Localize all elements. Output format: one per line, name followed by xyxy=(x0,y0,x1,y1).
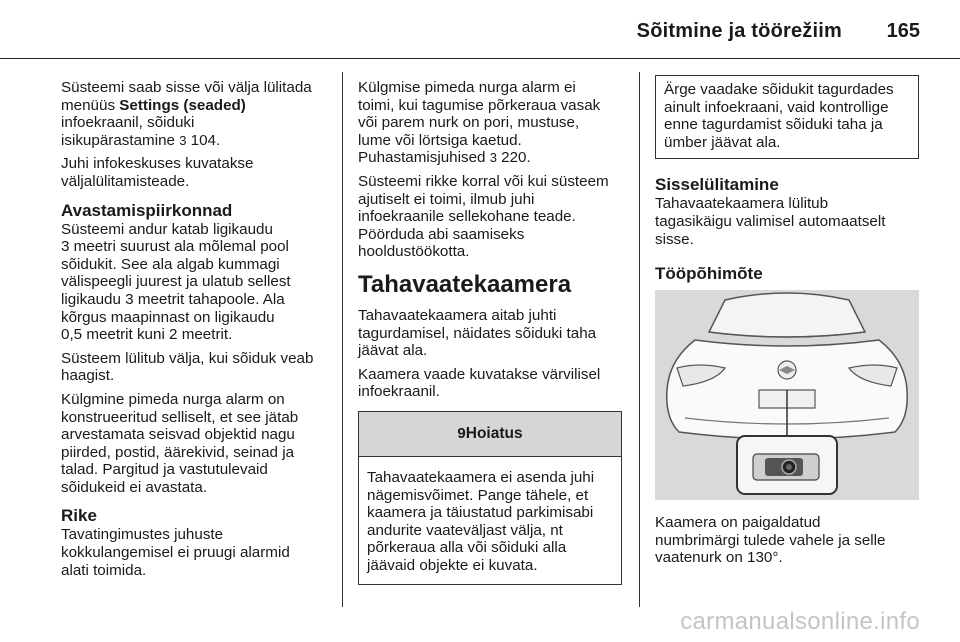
heading-toopohimote: Tööpõhimõte xyxy=(655,264,763,284)
warning-header xyxy=(359,412,621,457)
intro-paragraph: Süsteemi saab sisse või välja lülitada menüüs Settings (seaded) infoekraanil, sõiduki isikupärastamine 3 104. xyxy=(61,79,312,149)
column-1 xyxy=(61,79,329,585)
column-2 xyxy=(358,79,626,585)
warning-continued-box: Ärge vaadake sõidukit tagurdades ainult infoekraani, vaid kontrollige enne tagurdamist sõiduki taha ja ümber jäävat ala. xyxy=(655,75,919,159)
column-divider-1 xyxy=(342,72,343,607)
warning-box xyxy=(358,411,622,586)
heading-rike: Rike xyxy=(61,506,97,526)
alarm-dirty-paragraph: Külgmise pimeda nurga alarm ei toimi, kui tagumise põrkeraua vasak või parem nurk on pori, mustuse, lume või lörtsiga kaetud. Puhastamisjuhised 3 220. xyxy=(358,79,601,167)
camera-position-paragraph: Kaamera on paigaldatud numbrimärgi tulede vahele ja selle vaatenurk on 130°. xyxy=(655,514,886,567)
warning-triangle-icon: 9 xyxy=(457,424,466,442)
page-ref-arrow-icon: 3 xyxy=(489,150,497,166)
heading-tahavaatekaamera: Tahavaatekaamera xyxy=(358,270,572,298)
heading-avastamispiirkonnad: Avastamispiirkonnad xyxy=(61,200,233,220)
page-number: 165 xyxy=(886,20,920,42)
page-header xyxy=(0,0,960,59)
camera-intro-paragraph: Tahavaatekaamera aitab juhti tagurdamisel, näidates sõiduki taha jäävat ala. xyxy=(358,306,597,360)
car-rear-camera-icon xyxy=(655,290,919,500)
page-ref-arrow-icon: 3 xyxy=(179,132,187,148)
activation-paragraph: Tahavaatekaamera lülitub tagasikäigu valimisel automaatselt sisse. xyxy=(655,195,886,248)
header-title: Sõitmine ja töörežiim xyxy=(636,20,842,42)
fault-paragraph: Tavatingimustes juhuste kokkulangemisel ei pruugi alarmid alati toimida. xyxy=(61,526,290,579)
warning-body: Tahavaatekaamera ei asenda juhi nägemisvõimet. Pange tähele, et kaamera ja täiustatud parkimisabi andurite vaateväljast välja, nt põrkeraua alla või sõiduki alla jäävaid objekte ei kuvata. xyxy=(367,468,595,574)
heading-sisselulitamine: Sisselülitamine xyxy=(655,175,779,195)
watermark: carmanualsonline.info xyxy=(680,608,920,635)
rear-camera-illustration xyxy=(655,290,919,500)
column-divider-2 xyxy=(639,72,640,607)
warning-title: Hoiatus xyxy=(465,424,523,442)
column-3 xyxy=(655,79,921,573)
trailer-paragraph: Süsteem lülitub välja, kui sõiduk veab haagist. xyxy=(61,349,314,385)
detection-paragraph: Süsteemi andur katab ligikaudu 3 meetri suurust ala mõlemal pool sõidukit. See ala algab kummagi välispeegli juurest ja ulatub sellest ligikaudu 3 meetrit tahapoole. Ala kõrgus maapinnast on ligikaudu 0,5 meetrit kuni 2 meetrit. xyxy=(61,220,291,344)
settings-menu-label: Settings (seaded) xyxy=(119,96,246,114)
blind-spot-paragraph: Külgmine pimeda nurga alarm on konstrueeritud selliselt, et see jätab arvestamata seisvad objektid nagu piirded, postid, äärekivid, seinad ja talad. Pargitud ja vastutulevaid sõidukeid ei avastata. xyxy=(61,390,299,496)
info-paragraph: Juhi infokeskuses kuvatakse väljalülitamisteade. xyxy=(61,155,254,190)
camera-display-paragraph: Kaamera vaade kuvatakse värvilisel infoekraanil. xyxy=(358,365,601,401)
system-fault-paragraph: Süsteemi rikke korral või kui süsteem ajutiselt ei toimi, ilmub juhi infoekraanile sellekohane teade. Pöörduda abi saamiseks hooldustöökotta. xyxy=(358,172,609,261)
